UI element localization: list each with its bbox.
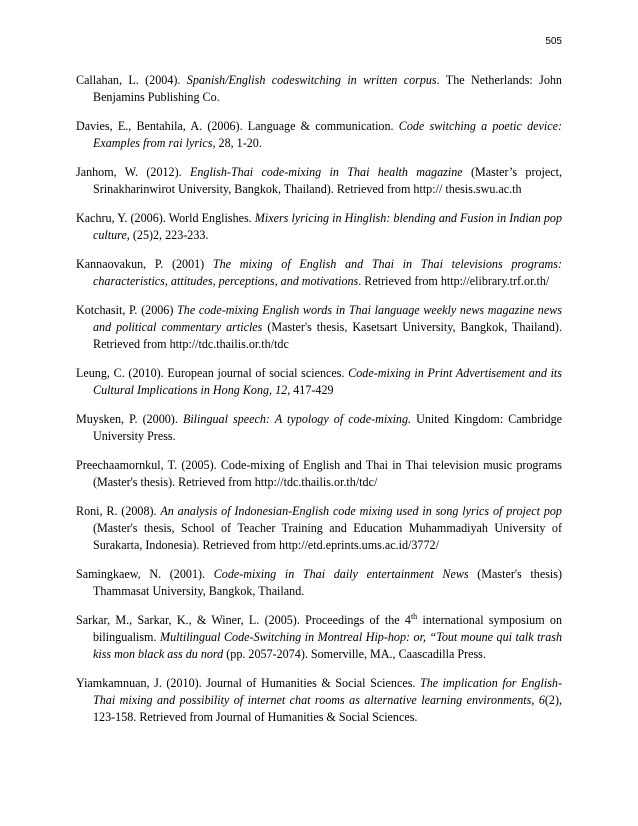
page-number: 505 [545, 36, 562, 47]
reference-title: The implication for English-Thai mixing and possibility of internet chat rooms as alternative learning environments, 6 [93, 676, 562, 707]
reference-authors: Callahan, L. (2004). [76, 73, 187, 87]
reference-list [76, 72, 562, 738]
reference-details: (Master's thesis) Thammasat University, Bangkok, Thailand. [93, 567, 562, 598]
reference-entry [76, 118, 562, 152]
reference-details: (Master’s project, Srinakharinwirot University, Bangkok, Thailand). Retrieved from http:// thesis.swu.ac.th [93, 165, 562, 196]
reference-entry [76, 210, 562, 244]
reference-authors: Preechaamornkul, T. (2005). Code-mixing of English and Thai in Thai television music programs (Master's thesis). Retrieved from http://tdc.thailis.or.th/tdc/ [76, 458, 562, 489]
reference-authors: Janhom, W. (2012). [76, 165, 190, 179]
reference-entry [76, 566, 562, 600]
reference-entry [76, 503, 562, 554]
reference-details: , 28, 1-20. [212, 136, 262, 150]
reference-title: The code-mixing English words in Thai language weekly news magazine news and political commentary articles [93, 303, 562, 334]
reference-authors: Sarkar, M., Sarkar, K., & Winer, L. (2005). Proceedings of the 4 [76, 613, 411, 627]
reference-title: Code-mixing in Thai daily entertainment News [213, 567, 469, 581]
reference-title: Mixers lyricing in Hinglish: blending and Fusion in Indian pop culture, [93, 211, 562, 242]
reference-authors: Kannaovakun, P. (2001) [76, 257, 213, 271]
reference-title: The mixing of English and Thai in Thai televisions programs: characteristics, attitudes, perceptions, and motivations [93, 257, 562, 288]
reference-entry [76, 612, 562, 663]
reference-authors: Muysken, P. (2000). [76, 412, 183, 426]
reference-title: An analysis of Indonesian-English code mixing used in song lyrics of project pop [160, 504, 562, 518]
reference-authors: Yiamkamnuan, J. (2010). Journal of Humanities & Social Sciences. [76, 676, 420, 690]
reference-details: (Master's thesis, Kasetsart University, Bangkok, Thailand). Retrieved from http://tdc.thailis.or.th/tdc [93, 320, 562, 351]
reference-details: (25)2, 223-233. [129, 228, 209, 242]
reference-title: Bilingual speech: A typology of code-mixing. [182, 412, 412, 426]
reference-entry [76, 675, 562, 726]
reference-entry [76, 164, 562, 198]
reference-authors: Davies, E., Bentahila, A. (2006). Language & communication. [76, 119, 399, 133]
reference-details: United Kingdom: Cambridge University Press. [93, 412, 562, 443]
reference-authors: Samingkaew, N. (2001). [76, 567, 214, 581]
reference-title: Spanish/English codeswitching in written corpus [186, 73, 437, 87]
reference-authors: Leung, C. (2010). European journal of social sciences. [76, 366, 349, 380]
reference-authors: Kotchasit, P. (2006) [76, 303, 178, 317]
reference-entry [76, 302, 562, 353]
reference-entry [76, 411, 562, 445]
reference-details: , 417-429 [287, 383, 334, 397]
reference-details: . Retrieved from http://elibrary.trf.or.th/ [358, 274, 550, 288]
reference-entry [76, 365, 562, 399]
reference-details: . The Netherlands: John Benjamins Publishing Co. [93, 73, 562, 104]
reference-entry [76, 457, 562, 491]
reference-authors: Roni, R. (2008). [76, 504, 161, 518]
reference-entry [76, 256, 562, 290]
ordinal-superscript: th [410, 611, 418, 621]
reference-title: English-Thai code-mixing in Thai health magazine [189, 165, 463, 179]
reference-title: Code switching a poetic device: Examples from rai lyrics [93, 119, 562, 150]
reference-details: (pp. 2057-2074). Somerville, MA., Caascadilla Press. [223, 647, 486, 661]
reference-authors-cont: international symposium on bilingualism. [93, 613, 562, 644]
reference-details: (Master's thesis, School of Teacher Training and Education Muhammadiyah University of Surakarta, Indonesia). Retrieved from http://etd.eprints.ums.ac.id/3772/ [93, 521, 562, 552]
reference-title: Code-mixing in Print Advertisement and its Cultural Implications in Hong Kong, 12 [93, 366, 562, 397]
reference-details: (2), 123-158. Retrieved from Journal of Humanities & Social Sciences. [93, 693, 562, 724]
reference-authors: Kachru, Y. (2006). World Englishes. [76, 211, 255, 225]
reference-entry [76, 72, 562, 106]
reference-title: Multilingual Code-Switching in Montreal Hip-hop: or, “Tout moune qui talk trash kiss mon black ass du nord [93, 630, 562, 661]
